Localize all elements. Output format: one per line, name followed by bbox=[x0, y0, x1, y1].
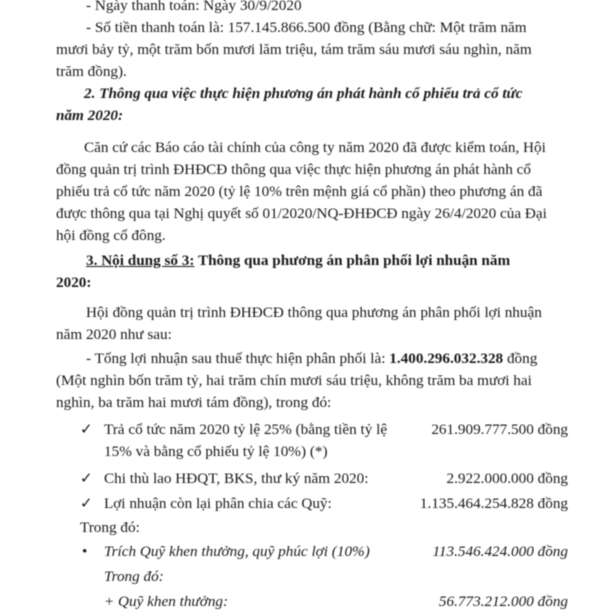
reward-fund-label: + Quỹ khen thưởng: bbox=[104, 593, 229, 610]
of-which-label: Trong đó: bbox=[80, 519, 140, 536]
section2-heading: 2. Thông qua việc thực hiện phương án phát hành cổ phiếu trả cổ tức bbox=[84, 85, 523, 102]
payment-date-line: - Ngày thanh toán: Ngày 30/9/2020 bbox=[86, 0, 302, 14]
section3-heading-cont: 2020: bbox=[56, 274, 92, 291]
payment-amount-words-end: trăm đồng). bbox=[56, 63, 127, 80]
section3-number: 3. Nội dung số 3: bbox=[86, 252, 195, 269]
total-profit-amount: 1.400.296.032.328 bbox=[389, 350, 504, 367]
section2-body-line: phiếu trả cổ tức năm 2020 (tỷ lệ 10% trên mệnh giá cổ phần) theo phương án đã bbox=[56, 183, 543, 200]
total-profit-label: - Tổng lợi nhuận sau thuế thực hiện phân phối là: bbox=[86, 350, 390, 367]
section3-title: Thông qua phương án phân phối lợi nhuận năm bbox=[194, 252, 511, 269]
section2-body-line: hội đồng cổ đông. bbox=[56, 227, 166, 244]
retained-label: Lợi nhuận còn lại phân chia các Quỹ: bbox=[104, 495, 332, 512]
section3-heading bbox=[86, 251, 510, 271]
dividend-amount: 261.909.777.500 đồng bbox=[431, 421, 568, 438]
bullet-icon: • bbox=[82, 543, 88, 560]
total-profit-words: (Một nghìn bốn trăm tỷ, hai trăm chín mươi sáu triệu, không trăm ba mươi hai bbox=[56, 372, 532, 389]
payment-amount-line: - Số tiền thanh toán là: 157.145.866.500 đồng (Bằng chữ: Một trăm năm bbox=[86, 19, 527, 36]
section2-body-line: đồng quản trị trình ĐHĐCĐ thông qua việc thực hiện phương án phát hành cổ bbox=[56, 161, 531, 178]
payment-amount-words: mươi bảy tỷ, một trăm bốn mươi lăm triệu, tám trăm sáu mươi sáu nghìn, năm bbox=[56, 41, 532, 58]
remuneration-label: Chi thù lao HĐQT, BKS, thư ký năm 2020: bbox=[104, 470, 369, 487]
total-profit-words: nghìn, ba trăm hai mươi tám đồng), trong đó: bbox=[56, 394, 332, 411]
section3-intro-line: năm 2020 như sau: bbox=[56, 326, 172, 343]
dividend-label: Trả cổ tức năm 2020 tỷ lệ 25% (bằng tiền tỷ lệ bbox=[104, 421, 388, 438]
remuneration-amount: 2.922.000.000 đồng bbox=[446, 470, 568, 487]
of-which-italic-label: Trong đó: bbox=[104, 568, 164, 585]
section2-heading-cont: năm 2020: bbox=[56, 107, 124, 124]
welfare-fund-label: Trích Quỹ khen thưởng, quỹ phúc lợi (10%) bbox=[104, 543, 370, 560]
section2-body-line: Căn cứ các Báo cáo tài chính của công ty năm 2020 đã được kiểm toán, Hội bbox=[84, 139, 546, 156]
reward-fund-amount: 56.773.212.000 đồng bbox=[438, 593, 568, 610]
section2-body-line: được thông qua tại Nghị quyết số 01/2020/NQ-ĐHĐCĐ ngày 26/4/2020 của Đại bbox=[56, 205, 547, 222]
total-profit-line bbox=[86, 349, 537, 369]
welfare-fund-amount: 113.546.424.000 đồng bbox=[432, 543, 568, 560]
retained-amount: 1.135.464.254.828 đồng bbox=[419, 495, 568, 512]
check-icon: ✓ bbox=[80, 421, 93, 438]
dividend-label-cont: 15% và bằng cổ phiếu tỷ lệ 10%) (*) bbox=[104, 443, 328, 460]
check-icon: ✓ bbox=[80, 470, 93, 487]
total-profit-unit: đồng bbox=[503, 350, 538, 367]
section3-intro-line: Hội đồng quản trị trình ĐHĐCĐ thông qua phương án phân phối lợi nhuận bbox=[86, 304, 542, 321]
check-icon: ✓ bbox=[80, 495, 93, 512]
